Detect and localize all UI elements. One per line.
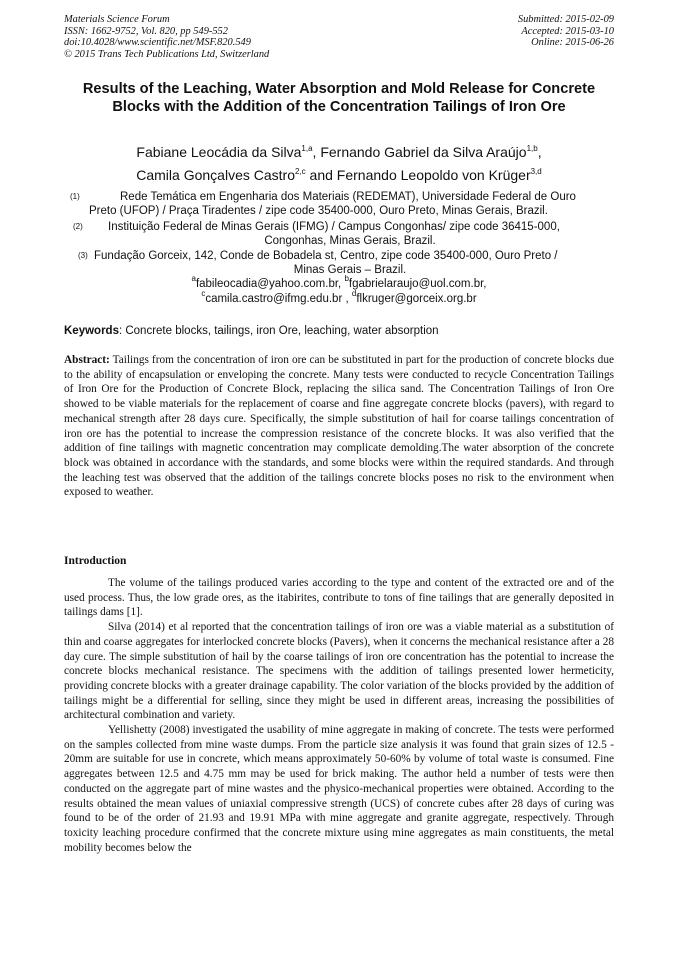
copyright-line: © 2015 Trans Tech Publications Ltd, Switzerland — [64, 48, 270, 60]
abstract-text: Tailings from the concentration of iron ore can be substituted in part for the production of concrete blocks due to the ability of encapsulation or enveloping the concrete. Many tests were conducted to recycle Concentration Tailings of Iron Ore for the Production of Concrete Block, replacing the silica sand. The Concentration Tailings of Iron Ore showed to be viable materials for the replacement of coarse and fine aggregate concrete blocks (pavers), with regard to mechanical strength after 28 days cure. Specifically, the simple substitution of hail for coarse tailings concentration of iron ore has the potential to increase the compression resistance of the concrete blocks. It was also verified that the addition of fine tailings with magnetic concentration may complicate demolding.The water absorption of the concrete block was obtained in accordance with the standards, and some blocks were within the required standards. And through the leaching test was observed that the addition of the tailings concrete blocks poses no risk to the environment when exposed to weather. — [64, 354, 614, 499]
introduction-section — [64, 576, 614, 855]
online-date: Online: 2015-06-26 — [531, 37, 614, 49]
author-emails — [60, 274, 618, 307]
submitted-date: Submitted: 2015-02-09 — [517, 14, 614, 25]
email-superscript: d — [351, 289, 357, 298]
email-superscript: c — [201, 289, 206, 298]
email-link[interactable]: camila.castro@ifmg.edu.br , — [205, 293, 349, 305]
issn-line: ISSN: 1662-9752, Vol. 820, pp 549-552 — [64, 25, 228, 37]
author-name: Camila Gonçalves Castro — [136, 167, 295, 183]
author-conjunction: and — [309, 167, 333, 183]
author-superscript: 3,d — [530, 167, 542, 176]
doi-line[interactable]: doi:10.4028/www.scientific.net/MSF.820.549 — [64, 37, 251, 49]
section-heading: Introduction — [64, 555, 127, 567]
paragraph: The volume of the tailings produced varies according to the type and content of the extracted ore and of the used process. Thus, the low grade ores, as the itabirites, contribute to tons of fine tailings that are generally deposited in tailings dams [1]. — [64, 577, 614, 619]
paragraph: Yellishetty (2008) investigated the usability of mine aggregate in making of concrete. The tests were performed on the samples collected from mine waste dumps. From the particle size analysis it was found that grain sizes of 12.5 - 20mm are suitable for use in concrete, which means approximately 50-60% by volume of total waste is consumed. Fine aggregates between 12.5 and 4.75 mm may be used for brick making. The author held a number of tests were then conducted on the aggregate part of mine wastes and the physico-mechanical properties were obtained. According to the results obtained the mean values of uniaxial compressive strength (UCS) of concrete cubes after 28 days of curing was found to be of the order of 21.93 and 19.91 MPa with mine aggregate and granite aggregate, respectively. Through toxicity leaching procedure confirmed that the concrete mixture using mine aggregates as main constituents, the metal mobility becomes below the — [64, 724, 614, 854]
email-link[interactable]: fgabrielaraujo@uol.com.br, — [348, 278, 487, 290]
affiliation-1 — [70, 190, 620, 219]
affiliation-text: Minas Gerais – Brazil. — [293, 264, 407, 277]
affiliation-text: Instituição Federal de Minas Gerais (IFMG) / Campus Congonhas/ zipe code 36415-000, — [108, 221, 560, 233]
paragraph: Silva (2014) et al reported that the concentration tailings of iron ore was a viable material as a substitution of thin and coarse aggregates for interlocked concrete blocks (Pavers), when it concerns the mechanical resistance after a 28 day cure. The simple substitution of hail by the coarse tailings of iron ore concentration has the potential to increase the concrete blocks mechanical resistance. The specimens with the addition of tailings presented lower hermeticity, providing concrete blocks with a greater drainage capability. The color variation of the blocks provided by the addition of tailings might be a differential for selling, since they might be used in different areas, increasing the possibilities of architectural combination and variety. — [64, 621, 614, 722]
keywords-text: : Concrete blocks, tailings, iron Ore, leaching, water absorption — [118, 325, 439, 337]
author-name: Fabiane Leocádia da Silva — [136, 144, 302, 160]
journal-info — [64, 14, 269, 60]
author-name: Fernando Leopoldo von Krüger — [336, 167, 531, 183]
affiliation-number: (1) — [70, 192, 80, 201]
abstract — [64, 353, 614, 500]
accepted-date: Accepted: 2015-03-10 — [521, 25, 614, 37]
paper-title: Results of the Leaching, Water Absorption and Mold Release for Concrete Blocks with the Addition of the Concentration Tailings of Iron Ore — [82, 81, 596, 115]
author-list: Fabiane Leocádia da Silva$^{1,a}$, Fernando Gabriel da Silva Araújo$^{1,b}$, Camila Gonçalves Castro$^{2,c}$ and Fernando Leopoldo von Krüger$^{3,d}$ — [136, 144, 542, 183]
affiliation-number: (3) — [78, 251, 88, 260]
affiliation-text: Preto (UFOP) / Praça Tiradentes / zipe code 35400-000, Ouro Preto, Minas Gerais, Brazil. — [89, 205, 548, 218]
author-superscript: 2,c — [294, 167, 306, 176]
email-link[interactable]: flkruger@gorceix.org.br — [356, 293, 477, 305]
email-superscript: b — [344, 274, 349, 283]
author-name: Fernando Gabriel da Silva Araújo — [320, 144, 527, 160]
journal-name: Materials Science Forum — [64, 14, 170, 25]
email-link[interactable]: fabileocadia@yahoo.com.br, — [195, 278, 342, 290]
author-superscript: 1,b — [526, 144, 538, 153]
affiliation-2 — [70, 220, 620, 249]
author-superscript: 1,a — [301, 144, 313, 153]
submission-dates — [518, 14, 614, 49]
affiliation-text: Rede Temática em Engenharia dos Materiais (REDEMAT), Universidade Federal de Ouro — [120, 191, 576, 203]
affiliation-text: Congonhas, Minas Gerais, Brazil. — [264, 235, 436, 248]
keywords-line — [64, 324, 614, 338]
email-superscript: a — [191, 274, 196, 283]
abstract-label: Abstract: — [64, 354, 110, 366]
affiliation-text: Fundação Gorceix, 142, Conde de Bobadela st, Centro, zipe code 35400-000, Ouro Preto / — [94, 250, 558, 262]
affiliation-number: (2) — [73, 222, 83, 231]
keywords-label: Keywords — [64, 325, 119, 337]
